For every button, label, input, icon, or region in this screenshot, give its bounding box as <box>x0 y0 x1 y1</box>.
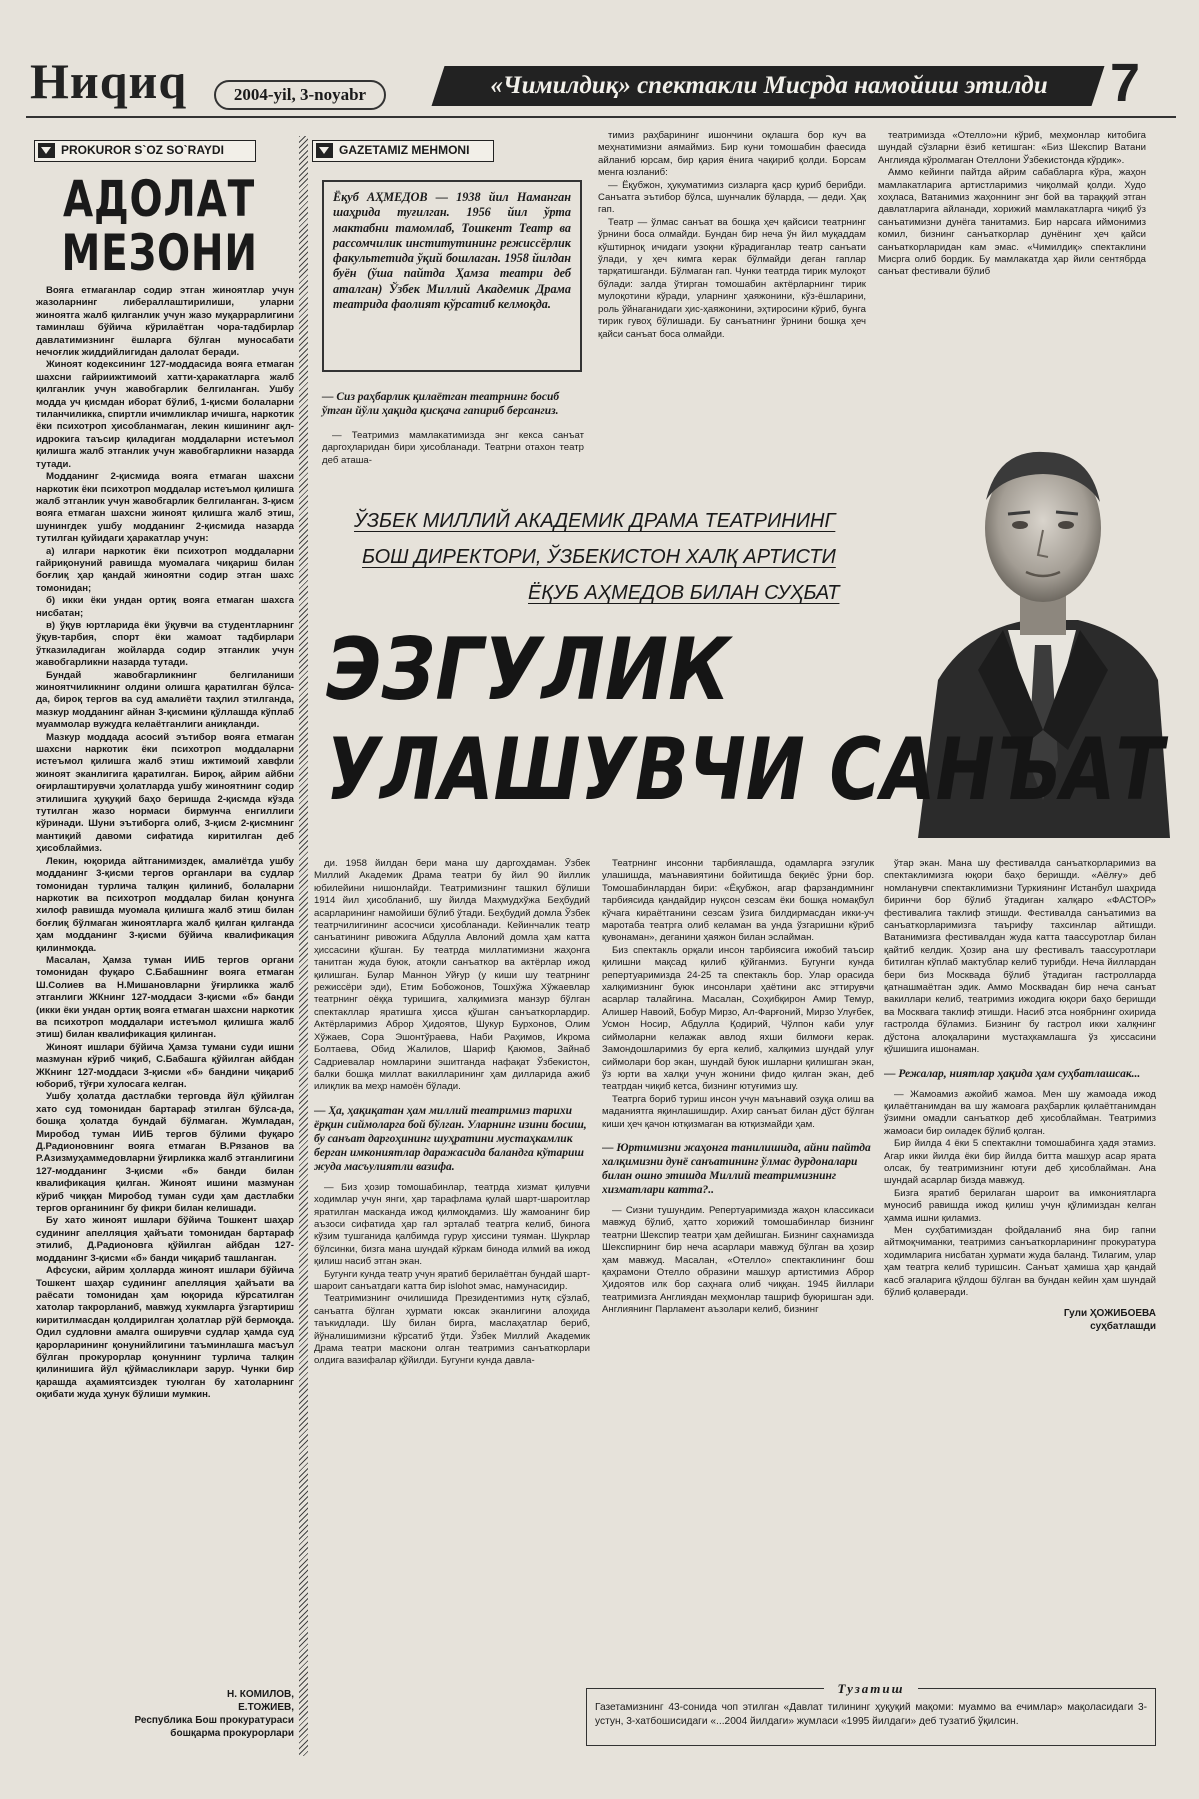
paragraph: театримизда «Отелло»ни кўриб, меҳмонлар китобига шундай сўзларни ёзиб кетишган: «Биз Шекспир Ватани Англияда кўролмаган Отеллони Ўзбекистонда кўрдик». <box>878 130 1146 166</box>
signature-line: бошқарма прокурорлари <box>170 1728 294 1739</box>
text-block <box>602 1205 874 1317</box>
interview-question: — Юртимизни жаҳонга танилишида, айни пайтда халқимизни дунё санъатининг ўлмас дурдоналари билан ошно этишда Миллий театримизнинг хизматлари катта?.. <box>602 1141 871 1196</box>
paragraph: тимиз раҳбарининг ишончини оқлашга бор куч ва меҳнатимизни аямаймиз. Бир куни томошабин фаесида айланиб юрсам, бир қария ёнига чақириб қолди. Борсам менга юзланиб: <box>598 130 866 179</box>
paragraph: б) икки ёки ундан ортиқ вояга етмаган шахсга нисбатан; <box>36 595 294 619</box>
left-article-signature <box>36 1688 294 1740</box>
left-article-body <box>36 285 294 1657</box>
signature-line: Гули ҲОЖИБОЕВА <box>1063 1308 1156 1320</box>
left-headline: АДОЛАТ МЕЗОНИ <box>61 170 258 282</box>
text-block <box>314 858 590 1094</box>
interviewee-bio-box: Ёқуб АҲМЕДОВ — 1938 йил Наманган шаҳрида туғилган. 1956 йил ўрта мактабни тамомлаб, Тошкент Театр ва рассомчилик институтининг режиссёрлик факультетида ўқий бошлаган. 1958 йилдан буён (ўша пайтда Ҳамза театри деб аталган) Ўзбек Миллий Академик Драма театрида фаолият кўрсатиб келмоқда. <box>322 180 582 372</box>
triangle-icon <box>38 143 55 158</box>
interview-signature <box>884 1307 1156 1333</box>
text-block <box>602 858 874 1131</box>
interview-column-3-top <box>878 130 1146 370</box>
paragraph: Ушбу ҳолатда дастлабки терговда йўл қўйилган хато суд томонидан бартараф этилган бўлса-да, бошқа ҳолатда бундай бўлмаган. Жумладан, Миробод туман ИИБ тергов бўлими фуқаро Д.Радионовнинг вояга етмаган В.Рязанов ва Р.Азизмуҳаммедовларни ўғирликка жалб этганлигини 127-модданинг 3-қисми «б» банди билан квалификация қилган. Жиноят ишини мазмунан кўриб чиққан Миробод туман суди ҳам дастлабки тергов органининг бу фикри билан келишади. <box>36 1091 294 1215</box>
banner-headline: «Чимилдиқ» спектакли Мисрда намойиш этилди <box>490 72 1048 99</box>
subheading-line-1: ЎЗБЕК МИЛЛИЙ АКАДЕМИК ДРАМА ТЕАТРИНИНГ <box>354 510 836 532</box>
paragraph: — Сизни тушундим. Репертуаримизда жаҳон классикаси мавжуд бўлиб, ҳатто хорижий томошабинлар бизнинг театрни Шекспир театри ҳам дейишган. Бизнинг саҳнамизда Шекспирнинг бир неча асарлари мавжуд бўлган ва ҳозир ҳам мавжуд. Масалан, «Отелло» спектаклининг бош қаҳрамони Отелло образини машҳур артистимиз Аброр Ҳидоятов илк бор саҳнага олиб чиққан. 1945 йиллари театримизга Англиядан меҳмонлар ташриф буюришган эди. Англиянинг Парламент аъзолари келиб, бизнинг <box>602 1204 874 1316</box>
section-tag-prosecutor <box>34 140 256 162</box>
masthead-rule <box>26 116 1176 118</box>
correction-text: Газетамизнинг 43-сонида чоп этилган «Давлат тилининг ҳуқуқий мақоми: муаммо ва ечимлар» мақоласидаги 3-устун, 3-хатбошисидаги «...2004 йилдаги» жумласи «1995 йилдаги» деб тузатиб ўқилсин. <box>595 1702 1147 1727</box>
paragraph: а) илгари наркотик ёки психотроп моддаларни гайриқонуний равишда муомалага чиқариш билан боғлиқ ҳар қандай жиноятни содир этган шахс томонидан; <box>36 545 294 594</box>
section-tag-label: GAZETAMIZ MEHMONI <box>339 143 470 157</box>
paragraph: Театримизнинг очилишида Президентимиз нутқ сўзлаб, санъатга бўлган ҳурмати юксак эканлигини алоҳида таъкидлади. Шу билан бирга, маслаҳатлар бериб, йўналишимизни кўрсатиб ўтди. Ўзбек Миллий Академик Драма театри маскони олган театримиз санъаткорлари олдига вазифалар қўйилди. Бугунги кунда давла- <box>314 1293 590 1367</box>
interview-column-2-top <box>598 130 866 494</box>
paragraph: Масалан, Ҳамза туман ИИБ тергов органи томонидан фуқаро С.Бабашнинг вояга етмаган Ш.Солиев ва Н.Мишановларни ўғирликка жалб этганлиги ЖКнинг 127-моддаси 3-қисми «б» банди (икки ёки ундан ортиқ вояга етмаган шахсни наркотик ва психотроп моддалари истеъмол қилишга жалб этиш) билан квалификация қилинган. <box>36 954 294 1041</box>
text-block <box>884 1089 1156 1300</box>
main-title-line-2: УЛАШУВЧИ САНЪАТ <box>326 720 1164 820</box>
text-block <box>884 858 1156 1057</box>
paragraph: — Биз ҳозир томошабинлар, театрда хизмат қилувчи ходимлар учун янги, ҳар тарафлама қулай шарт-шароитлар яратилган масканда ижод қилмоқдамиз. Шу жамоанинг бир аъзоси сифатида ҳар гал эрталаб театрга келиб, бинога кўзим тушганида қалбимда гурур ҳиссини туяман. Шукрлар бўлсинки, бизга мана шундай кўркам бинода илмий ва ижод қилиш насиб этган экан. <box>314 1181 590 1268</box>
paragraph: Бизга яратиб берилаган шароит ва имкониятларга муносиб равишда ижод қилиш учун қўлимиздан келган ҳамма ишни қиламиз. <box>884 1187 1156 1224</box>
paragraph: в) ўқув юртларида ёки ўқувчи ва студентларнинг ўқув-тарбия, спорт ёки жамоат тадбирлари ўтказиладиган жойларда содир этганлик учун жавобгарликни назарда тутади. <box>36 619 294 669</box>
triangle-icon <box>316 143 333 158</box>
issue-date: 2004-yil, 3-noyabr <box>214 80 386 110</box>
paragraph: ўтар экан. Мана шу фестивалда санъаткорларимиз ва спектаклимизга юқори баҳо беришди. «Аёлғу» деб номланувчи спектаклимизни Туркиянинг Истанбул шаҳрида биринчи бор бўлиб ўтадиган халқаро «ФАСТОР» фестивалига таклиф этишди. Фестивалда санъатимиз ва санъаткорларимизга таърифу тахсинлар айтишди. Ватанимизга фестивалдан жуда катта таассуротлар билан қайтиб келдик. Ҳозир ана шу фестивалъ таассуротлари битилган кўплаб мактублар келиб турибди. Неча йиллардан бери биз Москвада бўлиб ўтадиган гастролларда қатнашмаётган эдик. Аммо Москвадан бир неча санъат вакиллари келиб, театримиз ижодига юқори баҳо беришди ва Москвага таклиф этишди. Насиб этса ноябрнинг охирида гастролда бўламиз. Бизнинг бу гастрол икки халқнинг дўстона алоқаларини мустаҳкамлашга ўз ҳиссасини қўшишига ишонаман. <box>884 858 1156 1056</box>
page-number: 7 <box>1110 53 1141 113</box>
interview-column-1-bottom <box>314 858 590 1678</box>
paragraph: Бу хато жиноят ишлари бўйича Тошкент шаҳар судининг апелляция ҳайъати томонидан бартараф этилиб, Д.Радионовга қўйилган айбдан 127-модданинг 3-қисми «б» банди чиқариб ташланган. <box>36 1215 294 1264</box>
text-block <box>314 1182 590 1368</box>
newspaper-logo: Ниqиq <box>30 53 188 109</box>
section-tag-label: PROKUROR S`OZ SO`RAYDI <box>61 143 224 157</box>
paragraph: Афсуски, айрим ҳолларда жиноят ишлари бўйича Тошкент шаҳар судининг апелляция ҳайъати ва раёсати томонидан ҳам юқорида кўрсатилган хатолар такрорланиб, мавжуд хукмларга ўзгартириш киритилмасдан қолдирилган ҳолатлар рўй бермоқда. Одил судловни амалга оширувчи судлар ҳамда суд қарорларининг қонунийлигини таъминлашга масъул бўлган прокурорлар қонуннинг турлича талқин қилинишига йўл қўймасликлари зарур. Чунки бир қарашда аҳамиятсиздек туюлган бу хатоларнинг оқибати жуда ҳунук бўлиши мумкин. <box>36 1265 294 1401</box>
question-1: — Сиз раҳбарлик қилаётган театрнинг босиб ўтган йўли ҳақида қисқача гапириб берсангиз. <box>322 391 560 417</box>
paragraph: — Ёқубжон, ҳукуматимиз сизларга қаср қуриб берибди. Санъатга эътибор бўлса, шунчалик бўларда, — деди. Ҳақ гап. <box>598 179 866 216</box>
correction-title: Тузатиш <box>824 1681 919 1696</box>
paragraph: — Жамоамиз ажойиб жамоа. Мен шу жамоада ижод қилаётганимдан ва шу жамоага раҳбарлик қилаётганимдан ўзимни омадли санъаткор деб ҳисоблайман. Театримиз жамоаси бир оиладек бўлиб қолган. <box>884 1088 1156 1137</box>
paragraph: Бундай жавобгарликнинг белгиланиши жиноятчиликнинг олдини олишга қаратилган бўлса-да, бироқ тергов ва суд амалиёти таҳлил этилганда, мазкур модданинг айнан 3-қисмини қўллашда кўплаб муаммолар вужудга келаётганлиги аниқланди. <box>36 669 294 731</box>
subheading-line-2: БОШ ДИРЕКТОРИ, ЎЗБЕКИСТОН ХАЛҚ АРТИСТИ <box>362 546 836 568</box>
paragraph: Модданинг 2-қисмида вояга етмаган шахсни наркотик ёки психотроп моддалар истеъмол қилишга жалб этганлик учун жавобгарлик белгиланган. 3-қисм вояга етмаган шахсни жиноят қилишга жалб этиш, шунингдек ушбу модданинг 2-қисмида назарда тутилган қуйидаги ҳаракатлар учун: <box>36 471 294 545</box>
paragraph: Жиноят кодексининг 127-моддасида вояга етмаган шахсни гайриижтимоий хатти-ҳаракатларга жалб қилганлик учун жавобгарлик белгиланган. Ушбу модда уч қисмдан иборат бўлиб, 1-қисми болаларни тиланчиликка, спиртли ичимликлар ичишга, наркотик ёки психотроп ҳисобланмаган, лекин кишининг ақл-идрокига таъсир қиладиган моддаларни истеъмол қилишга жалб этганлик учун жавобгарликни назарда тутади. <box>36 359 294 470</box>
paragraph: Вояга етмаганлар содир этган жиноятлар учун жазоларнинг либераллаштирилиши, уларни жиноятга жалб қилганлик учун жазо муқаррарлигини таминлаш бўйича кўрилаётган чора-тадбирлар давлатимизнинг ёшларга бўлган муносабати нечоғлик жиддийлигидан далолат беради. <box>36 285 294 359</box>
interview-question: — Ҳа, ҳақиқатан ҳам миллий театримиз тарихи ёрқин сиймоларга бой бўлган. Уларнинг изини босиш, бу санъат даргоҳининг шуҳратини мустаҳкамлик берган имкониятлар даражасида баландга кўтариш жуда масъулиятли вазифа. <box>314 1104 587 1173</box>
section-tag-guest <box>312 140 494 162</box>
paragraph: Мазкур моддада асосий эътибор вояга етмаган шахсни наркотик ёки психотроп моддаларни истеъмол қилишга жалб этиш ижтимоий хавфли жиноят эканлигига қаратилган. Бироқ, айрим айбни оғирлаштирувчи ҳолатларда ушбу жиноятнинг содир этилишига ҳуқуқий баҳо беришда 2-қисмда кўзда тутилган жазо нормаси бирмунча енгиллиги кўринади. Шуни эътиборга олиб, 3-қисм 2-қисмнинг мантиқий давоми сифатида киритилган деб ҳисоблаймиз. <box>36 731 294 855</box>
signature-line: суҳбатлашди <box>1090 1321 1156 1333</box>
paragraph: Лекин, юқорида айтганимиздек, амалиётда ушбу модданинг 3-қисми тергов органлари ва судлар томонидан турлича талқин қилиниб, болаларни наркотик ва психотроп моддалар билан қонунга хилоф равишда муомала қилишга жалб этиш билан боғлиқ бўлмаган жиноятларга жалб қилган қилганда ҳам модданинг 3-қисми бўйича квалификация қилинмоқда. <box>36 855 294 954</box>
interview-column-2-bottom <box>602 858 874 1680</box>
paragraph: Театр — ўлмас санъат ва бошқа ҳеч қайсиси театрнинг ўрнини боса олмайди. Бундан бир неча ўн йил муқаддам кўштирноқ ичидаги узоқни кўрадиганлар театр санъати ўлади, у ҳеч кимга керак бўлмайди деган гаплар тарқатишганди. Бўлмаган гап. Чунки театрда тирик мулоқот бўлади: залда ўтирган томошабин актёрларнинг тирик мулоқотини кўради, уларнинг ҳаяжонини, кўз-ёшларини, роль ўйнаганидаги ҳис-ҳаяжонини, эҳтиросини кўриб, бунга тирик гувоҳ бўлишади. Бу санъатнинг ўрнини бошқа ҳеч қайси санъат боса олмайди. <box>598 216 866 340</box>
hatched-divider <box>299 136 308 1756</box>
subheading-line-3: ЁҚУБ АҲМЕДОВ БИЛАН СУҲБАТ <box>528 582 840 604</box>
paragraph: Театрнинг инсонни тарбиялашда, одамларга эзгулик улашишда, маънавиятини бойитишда беқиёс ўрни бор. Томошабинлардан бири: «Ёқубжон, агар фарзандимнинг тарбиясида қандайдир нуқсон сезсам ёки бошқа номақбул кўчага кираётганини сезсам ўзига билдирмасдан икки-уч маротаба театрга олиб келаман ва унда ўзгаришни кўриб қувонаман», деганини ҳаяжон билан эслайман. <box>602 858 874 944</box>
paragraph: — Театримиз мамлакатимизда энг кекса санъат даргоҳларидан бири ҳисобланади. Театрни отахон театр деб аташа- <box>322 430 584 466</box>
paragraph: Аммо кейинги пайтда айрим сабабларга кўра, жаҳон мамлакатларига артистларимиз чиқолмай қолди. Худо хоҳласа, Ватанимиз жаҳоннинг энг бой ва тараққий этган давлатларига айланади, хорижий мамлакатларга чиқиб ўз санъатимизни дунёга танитамиз. Бир нарсага иймонимиз комил, бизнинг санъаткорлар дунёнинг ҳеч қайси санъаткорларидан кам эмас. «Чимилдиқ» спектаклини Мисрга олиб бордик. Бу мамлакатда ҳар йили сентябрда санъат фестивали бўлиб <box>878 167 1146 278</box>
signature-line: Е.ТОЖИЕВ, <box>238 1702 294 1713</box>
signature-line: Республика Бош прокуратураси <box>134 1715 294 1726</box>
paragraph: ди. 1958 йилдан бери мана шу даргоҳдаман. Ўзбек Миллий Академик Драма театри бу йил 90 йиллик юбилейини нишонлайди. Театримизнинг ташкил бўлиши 1914 йил ҳисобланиб, шу йилда Маҳмудхўжа Беҳбудий асарларининг намойиши бўлиб ўтади. Беҳбудий домла Ўзбек театрчилигининг асосчиси ҳисобланади. Кейинчалик театр санъатининг ривожига Абдулла Авлоний домла ҳам катта ҳиссасини қўшган. Бу театрда миллатимизни жаҳонга танитган жуда буюк, атоқли санъаткор ва актёрлар ижод қилишган. Булар Маннон Уйғур (у киши шу театрнинг режиссёри эди), Етим Бобожонов, Тошхўжа Хўжаевлар театрнинг оёққа туришига, халқимизга манзур бўлган спектакллар яратишга ҳисса қўшган санъаткорлардир. Актёрларимиз Аброр Ҳидоятов, Шукур Бурхонов, Олим Хўжаев, Сора Эшонтўраева, Наби Раҳимов, Икрома Болтаева, Обид Жалилов, Шариф Қаюмов, Зайнаб Садриевалар номларини эшитганда нафақат Ўзбекистон, балки бошқа миллат вакилларининг ҳам дилларида ажиб илиқлик ва меҳр намоён бўлади. <box>314 858 590 1093</box>
interview-question: — Режалар, ниятлар ҳақида ҳам суҳбатлашсак... <box>884 1067 1141 1080</box>
answer-1-start <box>322 430 584 490</box>
paragraph: Мен суҳбатимиздан фойдаланиб яна бир гапни айтмоқчиманки, театримиз санъаткорларининг прокуратура ходимларига нисбатан ҳурмати жуда баланд. Тилагим, улар ҳам театрга келиб туришсин. Санъат ҳамиша ҳар қандай касб эгаларига қўлдош бўлган ва бундан кейин ҳам шундай бўлиб қолаверади. <box>884 1224 1156 1298</box>
paragraph: Театрга бориб туриш инсон учун маънавий озуқа олиш ва маданиятга яқинлашишдир. Ахир санъат билан дўст бўлган киши ҳеч қачон ютқизмаган ва ютқизмайди ҳам. <box>602 1093 874 1130</box>
interview-column-3-bottom <box>884 858 1156 1663</box>
main-title-line-1: ЭЗГУЛИК <box>326 620 730 720</box>
paragraph: Бир йилда 4 ёки 5 спектаклни томошабинга ҳадя этамиз. Агар икки йилда ёки бир йилда битта машҳур асар ярата олсак, бу театримизнинг ютуғи деб ҳисоблайман. Ана шундай асарлар бизда мавжуд. <box>884 1138 1156 1187</box>
paragraph: Биз спектакль орқали инсон тарбиясига ижобий таъсир қилишни мақсад қилиб қўйганмиз. Бугунги кунда репертуаримизда 24-25 та спектакль бор. Улар орасида халқимизнинг буюк инсонлари ҳаётини акс эттирувчи асарлар талайгина. Масалан, Соҳибқирон Амир Темур, Алишер Навоий, Бобур Мирзо, Ал-Фарғоний, Мирзо Улуғбек, Усмон Носир, Абдулла Қодирий, Чўлпон каби улуғ сиймоларни келажак авлод яхши билмоғи керак. Замондошларимиз бу ерга келиб, халқимиз шундай улуғ сиймолари бор экан, шундай буюк ишларни қилишган экан, ўз юрти ва халқи учун жонини фидо қилган экан, деб театрдан чиқиб кетса, бизнинг ютуғимиз шу. <box>602 944 874 1093</box>
paragraph: Жиноят ишлари бўйича Ҳамза тумани суди ишни мазмунан кўриб чиқиб, С.Бабашга қўйилган айбдан ЖКнинг 127-моддаси 3-қисми «б» бандини чиқариб юбориб, тўғри хулосага келган. <box>36 1041 294 1090</box>
signature-line: Н. КОМИЛОВ, <box>227 1689 294 1700</box>
paragraph: Бугунги кунда театр учун яратиб берилаётган бундай шарт-шароит санъатдаги катта бир islohot эмас, намунасидир. <box>314 1268 590 1292</box>
correction-box <box>586 1681 1156 1746</box>
